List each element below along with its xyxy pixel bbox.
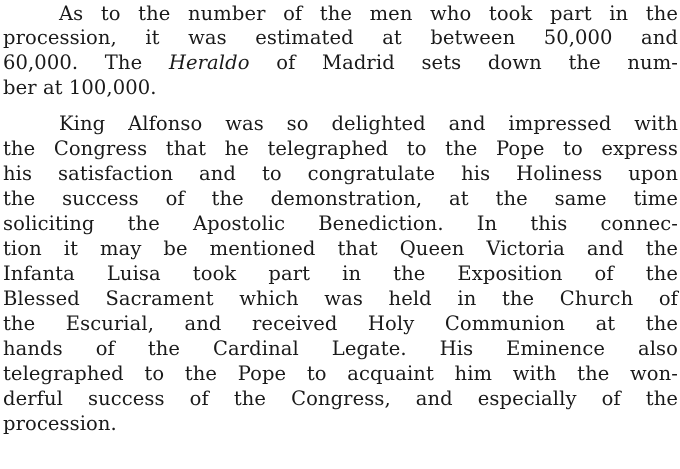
text-line: soliciting the Apostolic Benediction. In this connec- bbox=[3, 212, 678, 235]
text-line: telegraphed to the Pope to acquaint him with the won- bbox=[3, 362, 678, 385]
text-line: the Congress that he telegraphed to the Pope to express bbox=[3, 137, 678, 160]
text-line: procession. bbox=[3, 412, 117, 435]
text-line: procession, it was estimated at between 50,000 and bbox=[3, 26, 678, 49]
text-run: of Madrid sets down the num- bbox=[249, 51, 678, 74]
text-line: Infanta Luisa took part in the Exposition of the bbox=[3, 262, 678, 285]
text-line-with-italic bbox=[3, 51, 678, 75]
text-line: the Escurial, and received Holy Communion at the bbox=[3, 312, 678, 335]
text-line: tion it may be mentioned that Queen Victoria and the bbox=[3, 237, 678, 260]
text-run: 60,000. The bbox=[3, 51, 169, 74]
text-line: Blessed Sacrament which was held in the Church of bbox=[3, 287, 678, 310]
text-line: derful success of the Congress, and especially of the bbox=[3, 387, 678, 410]
text-line: hands of the Cardinal Legate. His Eminence also bbox=[3, 337, 678, 360]
text-line: ber at 100,000. bbox=[3, 76, 157, 99]
text-line: the success of the demonstration, at the same time bbox=[3, 187, 678, 210]
italic-newspaper-title: Heraldo bbox=[168, 51, 250, 74]
text-line: As to the number of the men who took part in the bbox=[59, 2, 678, 25]
text-line: King Alfonso was so delighted and impressed with bbox=[59, 112, 678, 135]
text-line: his satisfaction and to congratulate his Holiness upon bbox=[3, 162, 678, 185]
